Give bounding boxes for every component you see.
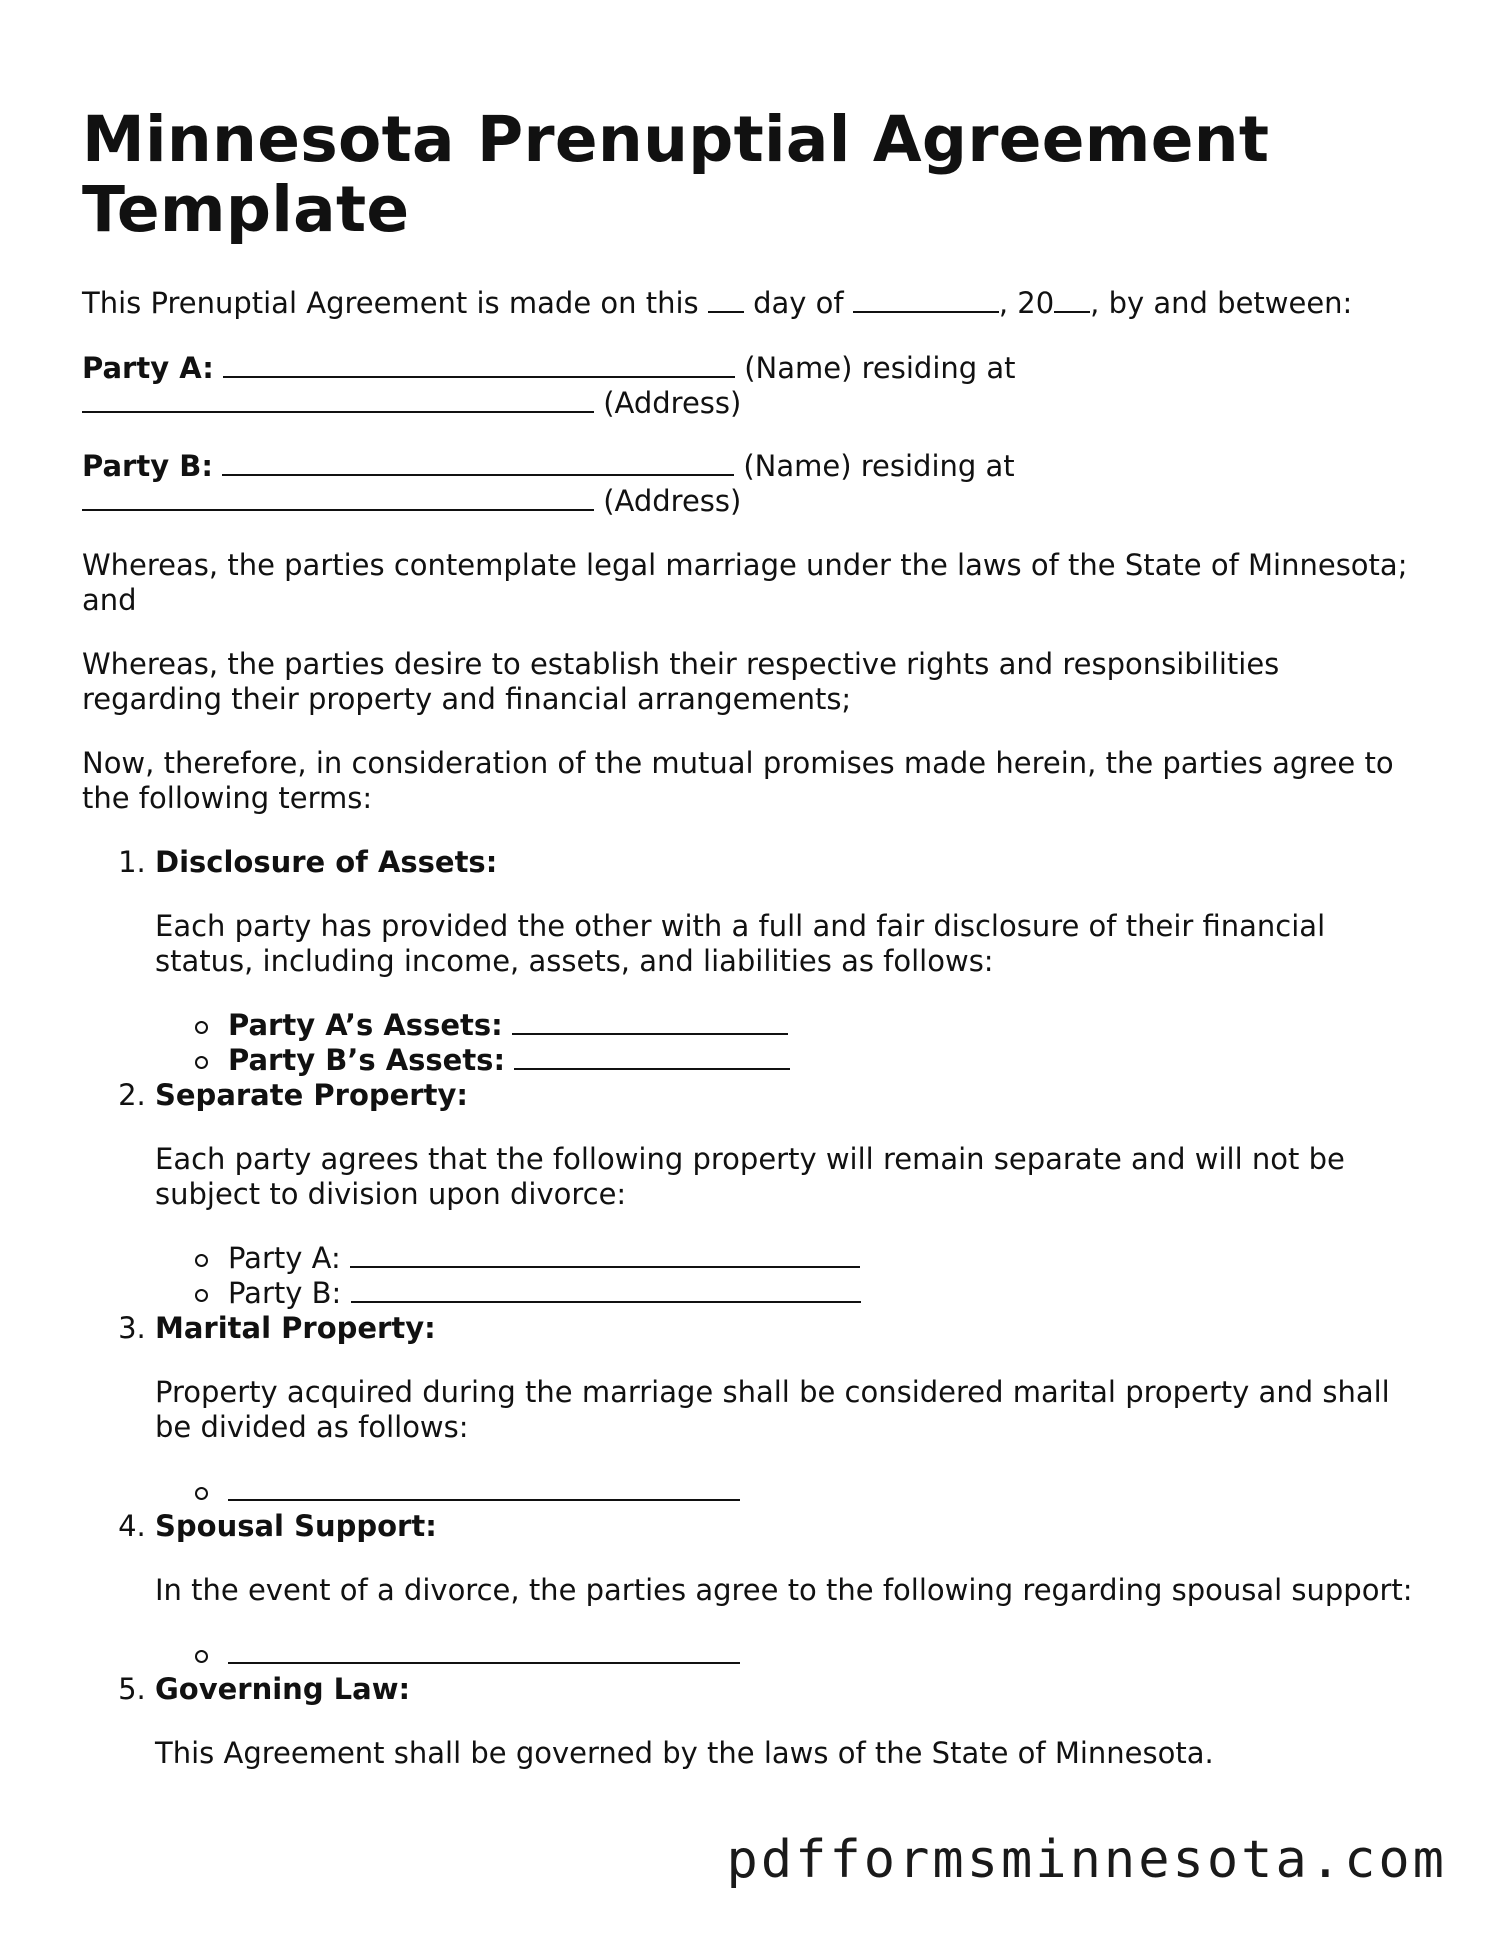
term-title: 1. Disclosure of Assets: xyxy=(155,845,498,879)
list-item: Party A: xyxy=(82,1241,1422,1276)
party-a-assets-blank[interactable] xyxy=(512,1032,788,1035)
party-b-block: Party B: (Name) residing at (Address) xyxy=(82,449,1015,518)
party-b-address-blank[interactable] xyxy=(82,508,594,511)
term-spousal-support xyxy=(155,1509,1422,1672)
circle-bullet-icon xyxy=(195,1487,208,1500)
term-body: Each party has provided the other with a full and fair disclosure of their financial status, including income, assets, and liabilities as follows: xyxy=(155,909,1326,978)
recital-1: Whereas, the parties contemplate legal marriage under the laws of the State of Minnesota; and xyxy=(82,548,1408,617)
party-b-label: Party B: xyxy=(82,449,213,483)
year-blank[interactable] xyxy=(1054,310,1090,313)
document-title xyxy=(82,105,1422,245)
term-items xyxy=(155,1241,1422,1311)
list-item xyxy=(82,1637,1422,1672)
term-items xyxy=(155,1008,1422,1078)
party-a-block: Party A: (Name) residing at (Address) xyxy=(82,351,1016,420)
party-a-separate-blank[interactable] xyxy=(350,1265,860,1268)
circle-bullet-icon xyxy=(195,1021,208,1034)
intro-paragraph: This Prenuptial Agreement is made on this day of , 20 , by and between: xyxy=(82,286,1353,320)
circle-bullet-icon xyxy=(195,1254,208,1267)
circle-bullet-icon xyxy=(195,1289,208,1302)
marital-division-blank[interactable] xyxy=(228,1498,740,1501)
document-page xyxy=(82,105,1422,1771)
circle-bullet-icon xyxy=(195,1650,208,1663)
title-line-1: Minnesota Prenuptial Agreement xyxy=(82,103,1270,176)
party-a-label: Party A: xyxy=(82,351,214,385)
party-a-address-blank[interactable] xyxy=(82,410,594,413)
spousal-support-blank[interactable] xyxy=(228,1661,740,1664)
day-blank[interactable] xyxy=(708,310,744,313)
term-governing-law xyxy=(155,1672,1422,1771)
party-b-name-blank[interactable] xyxy=(222,473,734,476)
term-title: 3. Marital Property: xyxy=(155,1311,436,1345)
term-body: Property acquired during the marriage shall be considered marital property and shall be divided as follows: xyxy=(155,1375,1390,1444)
recital-2: Whereas, the parties desire to establish their respective rights and responsibilities regarding their property and financial arrangements; xyxy=(82,647,1280,716)
term-title: 4. Spousal Support: xyxy=(155,1509,437,1543)
term-items xyxy=(155,1474,1422,1509)
term-separate-property xyxy=(155,1078,1422,1311)
term-items xyxy=(155,1637,1422,1672)
list-item: Party B: xyxy=(82,1276,1422,1311)
terms-list xyxy=(82,845,1422,1771)
recital-3: Now, therefore, in consideration of the mutual promises made herein, the parties agree to the following terms: xyxy=(82,746,1394,815)
title-line-2: Template xyxy=(82,173,410,246)
party-b-assets-blank[interactable] xyxy=(514,1067,790,1070)
term-title: 2. Separate Property: xyxy=(155,1078,468,1112)
party-a-name-blank[interactable] xyxy=(223,375,735,378)
list-item: Party A’s Assets: xyxy=(82,1008,1422,1043)
watermark: pdfformsminnesota.com xyxy=(726,1830,1447,1890)
list-item xyxy=(82,1474,1422,1509)
list-item: Party B’s Assets: xyxy=(82,1043,1422,1078)
term-marital-property xyxy=(155,1311,1422,1509)
circle-bullet-icon xyxy=(195,1056,208,1069)
term-disclosure-of-assets xyxy=(155,845,1422,1078)
month-blank[interactable] xyxy=(853,310,999,313)
term-body: Each party agrees that the following property will remain separate and will not be subject to division upon divorce: xyxy=(155,1142,1345,1211)
term-body: In the event of a divorce, the parties agree to the following regarding spousal support: xyxy=(155,1573,1413,1607)
party-b-separate-blank[interactable] xyxy=(351,1300,861,1303)
term-body: This Agreement shall be governed by the laws of the State of Minnesota. xyxy=(155,1736,1214,1770)
term-title: 5. Governing Law: xyxy=(155,1672,411,1706)
